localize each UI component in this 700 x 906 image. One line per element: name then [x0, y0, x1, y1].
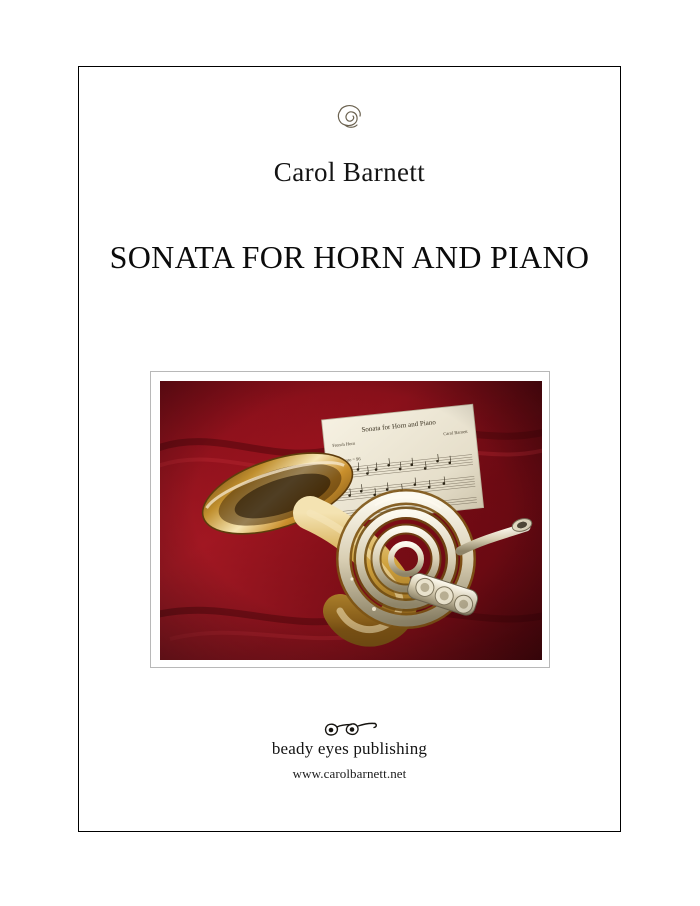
french-horn-logo-icon	[79, 95, 620, 141]
page-title: SONATA FOR HORN AND PIANO	[109, 239, 590, 275]
imprint-url: www.carolbarnett.net	[292, 766, 407, 781]
composer-name: Carol Barnett	[273, 157, 426, 187]
imprint-name: beady eyes publishing	[271, 739, 428, 758]
french-horn-photograph	[160, 381, 542, 660]
cover-border-frame	[78, 66, 621, 832]
cover-photo-mat	[150, 371, 550, 668]
